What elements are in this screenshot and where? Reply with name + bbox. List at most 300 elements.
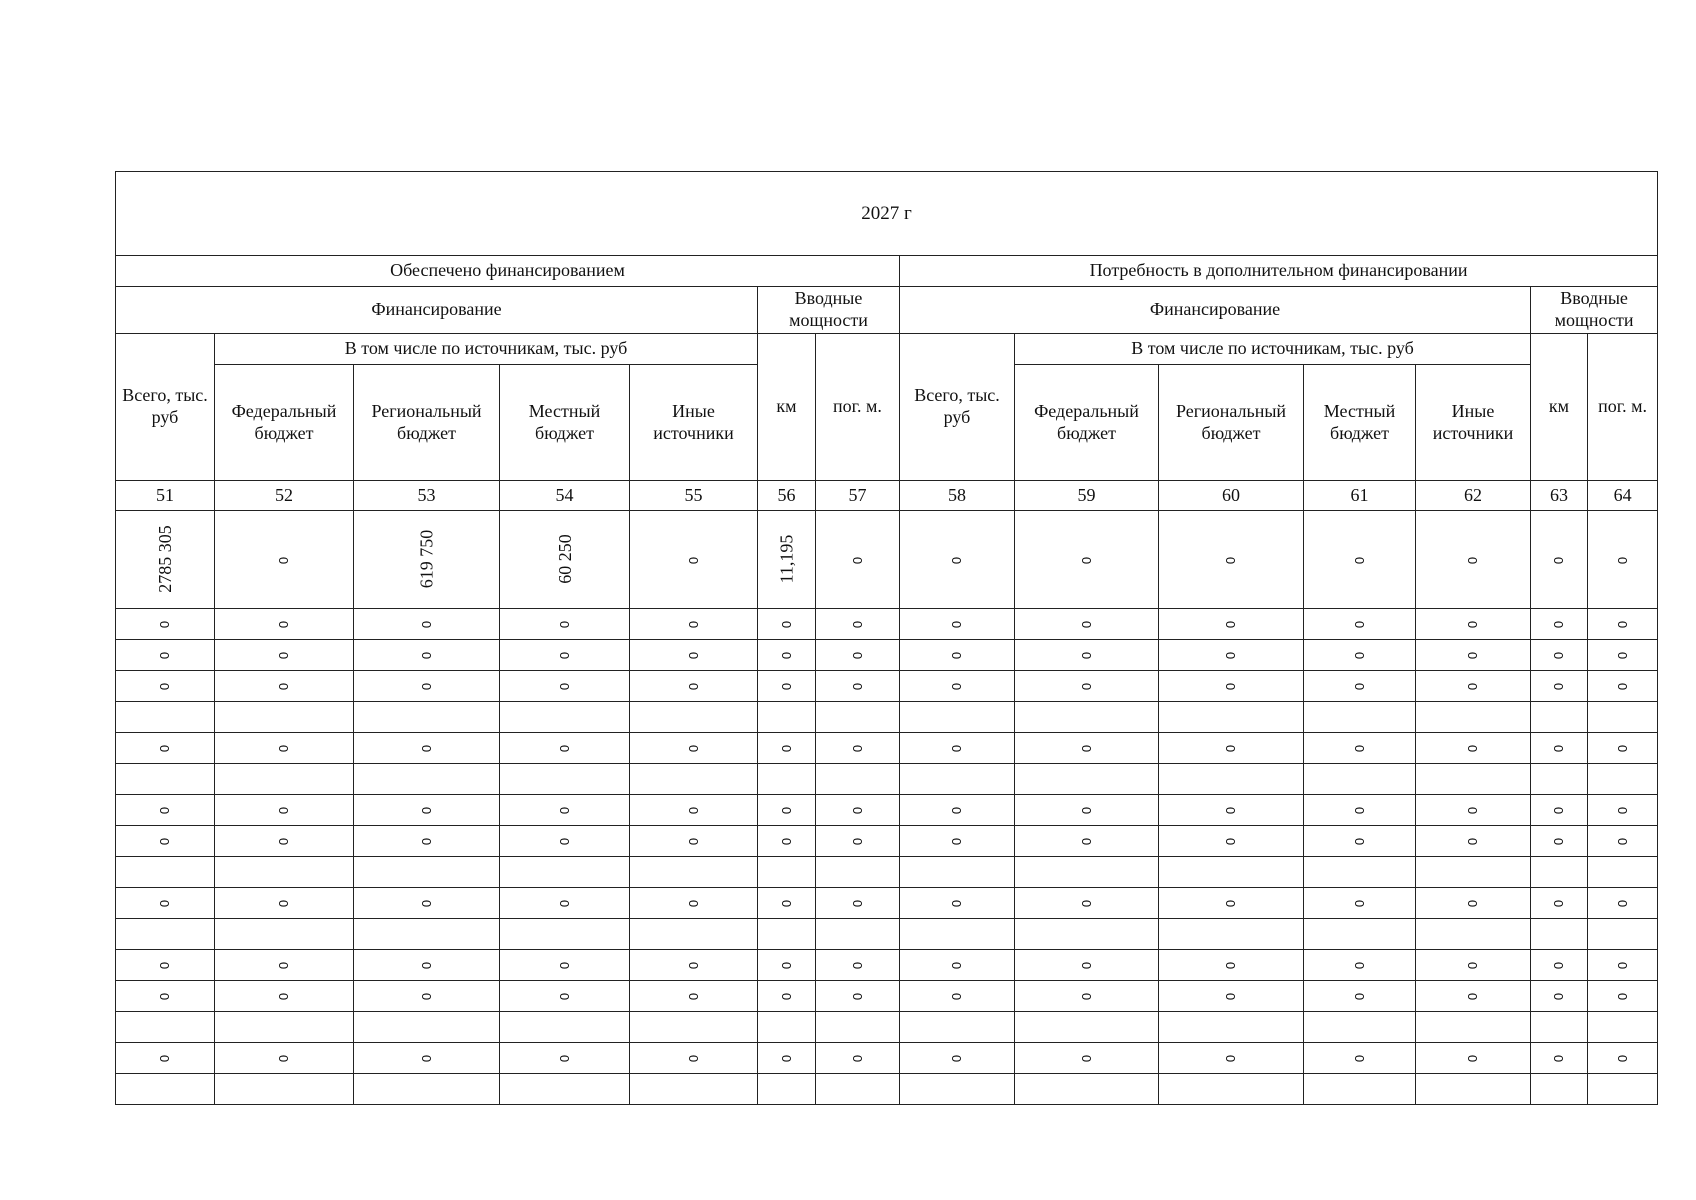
table-cell	[1304, 609, 1416, 640]
cell-value: 0	[1465, 620, 1481, 629]
table-cell	[900, 640, 1015, 671]
table-cell	[1304, 888, 1416, 919]
table-cell	[630, 950, 758, 981]
cell-value: 0	[1615, 806, 1631, 815]
table-cell	[500, 764, 630, 795]
table-cell	[1531, 640, 1588, 671]
col-km-right: км	[1531, 334, 1588, 481]
table-cell	[1588, 609, 1658, 640]
cell-value: 0	[685, 899, 701, 908]
table-cell	[1416, 1012, 1531, 1043]
table-cell	[1416, 609, 1531, 640]
cell-value: 0	[1078, 744, 1094, 753]
table-cell	[816, 919, 900, 950]
table-cell	[1015, 702, 1159, 733]
table-cell	[758, 764, 816, 795]
column-number: 54	[500, 481, 630, 511]
cell-value: 0	[157, 806, 173, 815]
table-cell	[758, 609, 816, 640]
table-cell	[900, 919, 1015, 950]
cell-value: 0	[1351, 899, 1367, 908]
table-cell	[215, 826, 354, 857]
table-cell	[630, 857, 758, 888]
financing-table	[115, 171, 1658, 1105]
cell-value: 0	[949, 556, 965, 564]
table-cell	[758, 671, 816, 702]
table-cell	[215, 919, 354, 950]
table-cell	[816, 795, 900, 826]
table-cell	[630, 511, 758, 609]
cell-value: 0	[1551, 744, 1567, 753]
table-row	[116, 1074, 1658, 1105]
cell-value: 0	[556, 961, 572, 970]
cell-value: 0	[685, 651, 701, 660]
table-cell	[630, 888, 758, 919]
cell-value: 0	[157, 682, 173, 691]
cell-value: 619 750	[416, 529, 437, 588]
cell-value: 0	[1615, 651, 1631, 660]
cell-value: 0	[1223, 682, 1239, 691]
cell-value: 0	[276, 682, 292, 691]
column-number: 57	[816, 481, 900, 511]
table-cell	[1531, 919, 1588, 950]
table-cell	[1588, 826, 1658, 857]
table-row	[116, 671, 1658, 702]
table-cell	[500, 511, 630, 609]
cell-value: 0	[685, 961, 701, 970]
cell-value: 0	[949, 682, 965, 691]
table-row	[116, 1043, 1658, 1074]
cell-value: 0	[418, 837, 434, 846]
cell-value: 0	[1078, 556, 1094, 564]
cell-value: 0	[1551, 556, 1567, 564]
table-cell	[500, 609, 630, 640]
table-cell	[354, 511, 500, 609]
table-cell	[1416, 733, 1531, 764]
table-cell	[1416, 764, 1531, 795]
table-row	[116, 609, 1658, 640]
table-cell	[354, 888, 500, 919]
cell-value: 0	[157, 837, 173, 846]
col-regional-right: Региональный бюджет	[1159, 365, 1304, 481]
table-cell	[758, 702, 816, 733]
cell-value: 0	[849, 744, 865, 753]
table-cell	[630, 826, 758, 857]
table-row	[116, 919, 1658, 950]
table-cell	[1304, 1043, 1416, 1074]
cell-value: 0	[1078, 1054, 1094, 1063]
table-cell	[1588, 919, 1658, 950]
cell-value: 0	[1078, 651, 1094, 660]
cell-value: 0	[1078, 837, 1094, 846]
table-cell	[630, 671, 758, 702]
cell-value: 0	[157, 744, 173, 753]
capacity-header-right: Вводные мощности	[1531, 287, 1658, 334]
table-cell	[116, 857, 215, 888]
cell-value: 0	[157, 992, 173, 1001]
table-cell	[900, 671, 1015, 702]
cell-value: 0	[1615, 556, 1631, 564]
col-federal-left: Федеральный бюджет	[215, 365, 354, 481]
table-row	[116, 857, 1658, 888]
table-cell	[1531, 671, 1588, 702]
group-additional-need: Потребность в дополнительном финансировании	[900, 256, 1658, 287]
table-cell	[900, 826, 1015, 857]
cell-value: 0	[1465, 961, 1481, 970]
table-cell	[116, 764, 215, 795]
cell-value: 0	[778, 961, 794, 970]
cell-value: 0	[418, 806, 434, 815]
table-row	[116, 981, 1658, 1012]
table-cell	[1304, 671, 1416, 702]
table-cell	[500, 1043, 630, 1074]
table-cell	[215, 1074, 354, 1105]
cell-value: 0	[1551, 992, 1567, 1001]
table-cell	[816, 981, 900, 1012]
cell-value: 0	[1078, 620, 1094, 629]
cell-value: 0	[1551, 837, 1567, 846]
column-number: 58	[900, 481, 1015, 511]
col-local-left: Местный бюджет	[500, 365, 630, 481]
table-cell	[630, 1012, 758, 1043]
table-cell	[900, 1012, 1015, 1043]
cell-value: 0	[157, 651, 173, 660]
cell-value: 0	[276, 556, 292, 564]
table-cell	[1015, 609, 1159, 640]
cell-value: 0	[1351, 837, 1367, 846]
table-cell	[1304, 981, 1416, 1012]
table-cell	[1304, 857, 1416, 888]
cell-value: 0	[418, 682, 434, 691]
table-cell	[1015, 919, 1159, 950]
table-cell	[1159, 826, 1304, 857]
table-cell	[215, 888, 354, 919]
cell-value: 0	[849, 899, 865, 908]
table-cell	[900, 702, 1015, 733]
table-cell	[758, 733, 816, 764]
column-number: 63	[1531, 481, 1588, 511]
table-cell	[354, 733, 500, 764]
table-cell	[116, 795, 215, 826]
col-pog-m-left: пог. м.	[816, 334, 900, 481]
table-cell	[900, 511, 1015, 609]
column-number: 60	[1159, 481, 1304, 511]
capacity-header-left: Вводные мощности	[758, 287, 900, 334]
cell-value: 0	[418, 651, 434, 660]
table-cell	[1531, 888, 1588, 919]
cell-value: 0	[949, 992, 965, 1001]
table-cell	[116, 640, 215, 671]
cell-value: 0	[949, 961, 965, 970]
table-cell	[1159, 1012, 1304, 1043]
cell-value: 0	[276, 899, 292, 908]
table-cell	[500, 919, 630, 950]
table-cell	[630, 981, 758, 1012]
table-cell	[1531, 609, 1588, 640]
table-cell	[1416, 919, 1531, 950]
cell-value: 0	[1551, 682, 1567, 691]
table-cell	[1015, 795, 1159, 826]
sources-header-right: В том числе по источникам, тыс. руб	[1015, 334, 1531, 365]
table-cell	[1588, 981, 1658, 1012]
table-cell	[1416, 1043, 1531, 1074]
cell-value: 0	[556, 837, 572, 846]
table-cell	[816, 764, 900, 795]
table-cell	[900, 857, 1015, 888]
table-cell	[1304, 702, 1416, 733]
table-cell	[354, 826, 500, 857]
table-cell	[816, 640, 900, 671]
table-row	[116, 950, 1658, 981]
table-cell	[500, 702, 630, 733]
table-cell	[630, 609, 758, 640]
table-cell	[1159, 1074, 1304, 1105]
cell-value: 0	[1615, 620, 1631, 629]
table-cell	[1304, 919, 1416, 950]
table-row	[116, 888, 1658, 919]
table-cell	[215, 702, 354, 733]
cell-value: 0	[556, 651, 572, 660]
table-cell	[816, 826, 900, 857]
table-cell	[816, 671, 900, 702]
cell-value: 0	[276, 620, 292, 629]
table-cell	[1159, 950, 1304, 981]
cell-value: 0	[1351, 961, 1367, 970]
table-cell	[900, 981, 1015, 1012]
cell-value: 0	[1465, 556, 1481, 564]
column-number: 59	[1015, 481, 1159, 511]
table-cell	[816, 888, 900, 919]
cell-value: 0	[778, 899, 794, 908]
cell-value: 0	[849, 556, 865, 564]
cell-value: 0	[1615, 837, 1631, 846]
table-cell	[1531, 1074, 1588, 1105]
table-cell	[1015, 640, 1159, 671]
table-cell	[1304, 640, 1416, 671]
cell-value: 0	[1351, 620, 1367, 629]
table-cell	[1588, 733, 1658, 764]
table-cell	[1588, 857, 1658, 888]
cell-value: 0	[1551, 899, 1567, 908]
table-cell	[1531, 702, 1588, 733]
cell-value: 0	[1465, 744, 1481, 753]
cell-value: 0	[1223, 1054, 1239, 1063]
table-cell	[1015, 1012, 1159, 1043]
cell-value: 0	[849, 682, 865, 691]
table-cell	[630, 1043, 758, 1074]
cell-value: 11,195	[776, 534, 797, 583]
cell-value: 0	[849, 651, 865, 660]
table-cell	[116, 671, 215, 702]
table-cell	[354, 764, 500, 795]
table-cell	[215, 1012, 354, 1043]
table-cell	[758, 640, 816, 671]
table-row	[116, 826, 1658, 857]
cell-value: 0	[949, 620, 965, 629]
cell-value: 0	[1465, 682, 1481, 691]
table-cell	[816, 1012, 900, 1043]
table-cell	[500, 888, 630, 919]
table-row-first	[116, 511, 1658, 609]
table-cell	[816, 609, 900, 640]
cell-value: 0	[849, 961, 865, 970]
cell-value: 0	[276, 1054, 292, 1063]
table-cell	[1588, 795, 1658, 826]
cell-value: 0	[276, 992, 292, 1001]
financing-header-right: Финансирование	[900, 287, 1531, 334]
cell-value: 0	[157, 961, 173, 970]
cell-value: 0	[685, 992, 701, 1001]
cell-value: 0	[1223, 899, 1239, 908]
table-cell	[500, 795, 630, 826]
table-cell	[1015, 733, 1159, 764]
cell-value: 0	[1615, 744, 1631, 753]
table-cell	[354, 1074, 500, 1105]
table-cell	[1416, 640, 1531, 671]
cell-value: 0	[1351, 651, 1367, 660]
column-number: 64	[1588, 481, 1658, 511]
column-number: 52	[215, 481, 354, 511]
col-other-left: Иные источники	[630, 365, 758, 481]
table-cell	[1588, 1043, 1658, 1074]
cell-value: 0	[949, 806, 965, 815]
cell-value: 0	[418, 899, 434, 908]
cell-value: 0	[685, 806, 701, 815]
table-cell	[116, 511, 215, 609]
cell-value: 0	[556, 899, 572, 908]
table-cell	[758, 919, 816, 950]
table-cell	[1304, 795, 1416, 826]
cell-value: 60 250	[554, 533, 575, 584]
cell-value: 0	[685, 620, 701, 629]
table-cell	[1015, 950, 1159, 981]
table-cell	[1015, 511, 1159, 609]
table-cell	[816, 857, 900, 888]
cell-value: 0	[1078, 961, 1094, 970]
table-cell	[1159, 888, 1304, 919]
cell-value: 0	[418, 961, 434, 970]
table-cell	[354, 919, 500, 950]
cell-value: 0	[1465, 1054, 1481, 1063]
table-row	[116, 640, 1658, 671]
cell-value: 0	[1465, 992, 1481, 1001]
table-cell	[1159, 671, 1304, 702]
table-cell	[1304, 511, 1416, 609]
cell-value: 0	[778, 992, 794, 1001]
table-cell	[1416, 671, 1531, 702]
table-cell	[1304, 1074, 1416, 1105]
table-cell	[1531, 511, 1588, 609]
table-cell	[816, 950, 900, 981]
table-cell	[1015, 857, 1159, 888]
table-cell	[816, 1043, 900, 1074]
table-cell	[1015, 764, 1159, 795]
financing-header-left: Финансирование	[116, 287, 758, 334]
cell-value: 0	[778, 682, 794, 691]
table-cell	[1159, 919, 1304, 950]
cell-value: 0	[418, 1054, 434, 1063]
table-cell	[354, 671, 500, 702]
table-cell	[500, 950, 630, 981]
table-cell	[1015, 888, 1159, 919]
table-cell	[215, 609, 354, 640]
table-cell	[1159, 1043, 1304, 1074]
table-row	[116, 733, 1658, 764]
cell-value: 0	[949, 1054, 965, 1063]
cell-value: 0	[1223, 961, 1239, 970]
table-cell	[116, 826, 215, 857]
cell-value: 0	[556, 620, 572, 629]
table-cell	[1531, 981, 1588, 1012]
table-row	[116, 764, 1658, 795]
table-cell	[215, 950, 354, 981]
table-cell	[116, 1012, 215, 1043]
cell-value: 0	[1223, 556, 1239, 564]
table-cell	[116, 888, 215, 919]
table-cell	[1159, 764, 1304, 795]
cell-value: 0	[1615, 1054, 1631, 1063]
table-cell	[900, 1043, 1015, 1074]
table-cell	[1531, 1012, 1588, 1043]
table-cell	[630, 764, 758, 795]
table-cell	[354, 1012, 500, 1043]
cell-value: 2785 305	[155, 524, 175, 593]
table-cell	[758, 795, 816, 826]
cell-value: 0	[556, 1054, 572, 1063]
col-federal-right: Федеральный бюджет	[1015, 365, 1159, 481]
table-cell	[116, 1074, 215, 1105]
table-cell	[354, 702, 500, 733]
table-cell	[354, 640, 500, 671]
cell-value: 0	[1351, 992, 1367, 1001]
column-number: 62	[1416, 481, 1531, 511]
table-cell	[1159, 733, 1304, 764]
cell-value: 0	[949, 899, 965, 908]
table-cell	[116, 919, 215, 950]
table-cell	[900, 733, 1015, 764]
cell-value: 0	[1078, 899, 1094, 908]
cell-value: 0	[778, 1054, 794, 1063]
cell-value: 0	[1223, 744, 1239, 753]
table-cell	[1304, 950, 1416, 981]
cell-value: 0	[1223, 651, 1239, 660]
table-cell	[500, 733, 630, 764]
table-cell	[354, 795, 500, 826]
table-cell	[1416, 888, 1531, 919]
table-cell	[758, 888, 816, 919]
table-cell	[500, 826, 630, 857]
table-cell	[900, 795, 1015, 826]
table-cell	[215, 511, 354, 609]
cell-value: 0	[556, 682, 572, 691]
table-cell	[215, 795, 354, 826]
table-cell	[500, 671, 630, 702]
table-cell	[116, 981, 215, 1012]
table-cell	[1304, 764, 1416, 795]
table-cell	[215, 733, 354, 764]
table-cell	[116, 702, 215, 733]
cell-value: 0	[1351, 1054, 1367, 1063]
table-cell	[1531, 764, 1588, 795]
cell-value: 0	[556, 806, 572, 815]
table-cell	[1588, 888, 1658, 919]
cell-value: 0	[1465, 899, 1481, 908]
table-cell	[500, 1012, 630, 1043]
cell-value: 0	[1551, 620, 1567, 629]
col-km-left: км	[758, 334, 816, 481]
col-regional-left: Региональный бюджет	[354, 365, 500, 481]
group-funded: Обеспечено финансированием	[116, 256, 900, 287]
